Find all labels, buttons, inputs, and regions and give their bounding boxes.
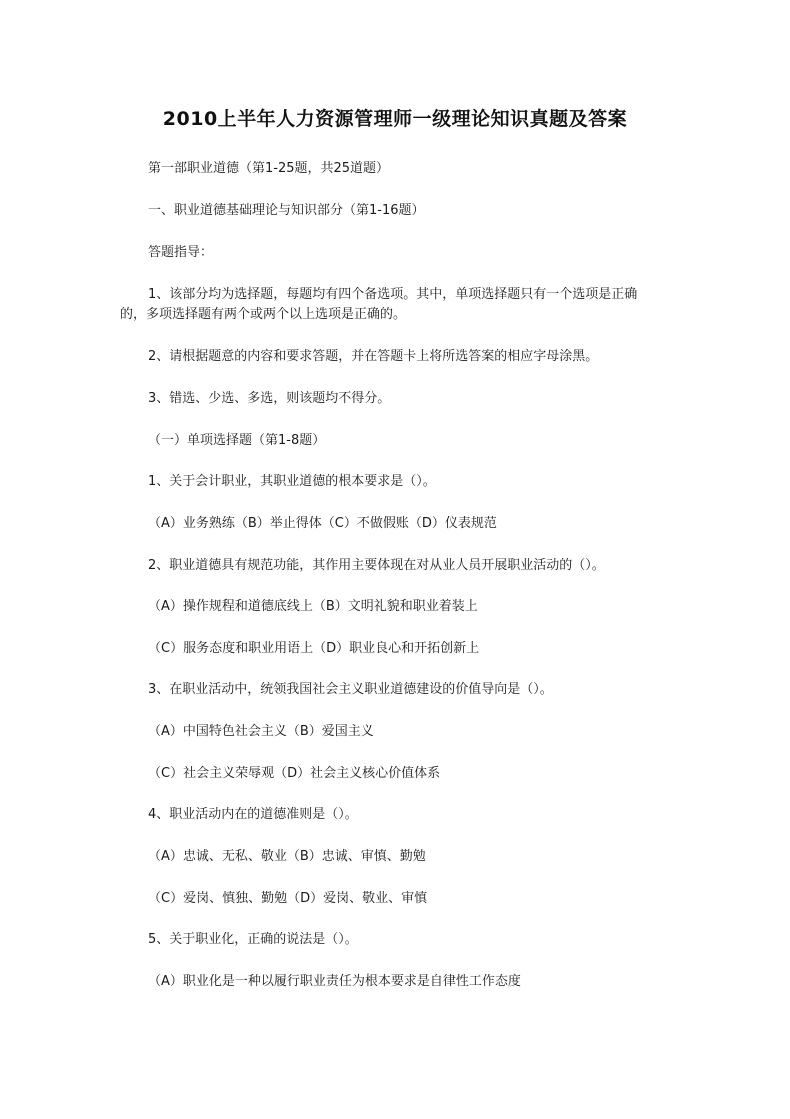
- question-2-options-a-b: （A）操作规程和道德底线上（B）文明礼貌和职业着装上: [148, 599, 478, 614]
- document-title: 2010上半年人力资源管理师一级理论知识真题及答案: [162, 108, 628, 130]
- question-2: 2、职业道德具有规范功能，其作用主要体现在对从业人员开展职业活动的（）。: [148, 558, 605, 573]
- question-4-options-c-d: （C）爱岗、慎独、勤勉（D）爱岗、敬业、审慎: [148, 891, 428, 906]
- question-3-options-a-b: （A）中国特色社会主义（B）爱国主义: [148, 724, 374, 739]
- question-1-options: （A）业务熟练（B）举止得体（C）不做假账（D）仪表规范: [148, 516, 497, 531]
- question-5: 5、关于职业化，正确的说法是（）。: [148, 932, 358, 947]
- question-5-option-a: （A）职业化是一种以履行职业责任为根本要求是自律性工作态度: [148, 974, 521, 989]
- question-1: 1、关于会计职业，其职业道德的根本要求是（）。: [148, 474, 436, 489]
- question-4: 4、职业活动内在的道德准则是（）。: [148, 807, 358, 822]
- subsection-heading: 一、职业道德基础理论与知识部分（第1-16题）: [148, 203, 425, 218]
- instruction-paragraph-1: 1、该部分均为选择题，每题均有四个备选项。其中，单项选择题只有一个选项是正确的，多项选择题有两个或两个以上选项是正确的。: [120, 287, 638, 322]
- instructions-heading: 答题指导：: [148, 245, 214, 260]
- instruction-paragraph-3: 3、错选、少选、多选，则该题均不得分。: [148, 391, 391, 406]
- question-4-options-a-b: （A）忠诚、无私、敬业（B）忠诚、审慎、勤勉: [148, 849, 426, 864]
- section-heading: 第一部职业道德（第1-25题，共25道题）: [148, 161, 390, 176]
- question-2-options-c-d: （C）服务态度和职业用语上（D）职业良心和开拓创新上: [148, 641, 480, 656]
- instruction-paragraph-2: 2、请根据题意的内容和要求答题，并在答题卡上将所选答案的相应字母涂黑。: [148, 349, 599, 364]
- question-group-heading: （一）单项选择题（第1-8题）: [148, 433, 326, 448]
- question-3: 3、在职业活动中，统领我国社会主义职业道德建设的价值导向是（）。: [148, 682, 553, 697]
- question-3-options-c-d: （C）社会主义荣辱观（D）社会主义核心价值体系: [148, 766, 441, 781]
